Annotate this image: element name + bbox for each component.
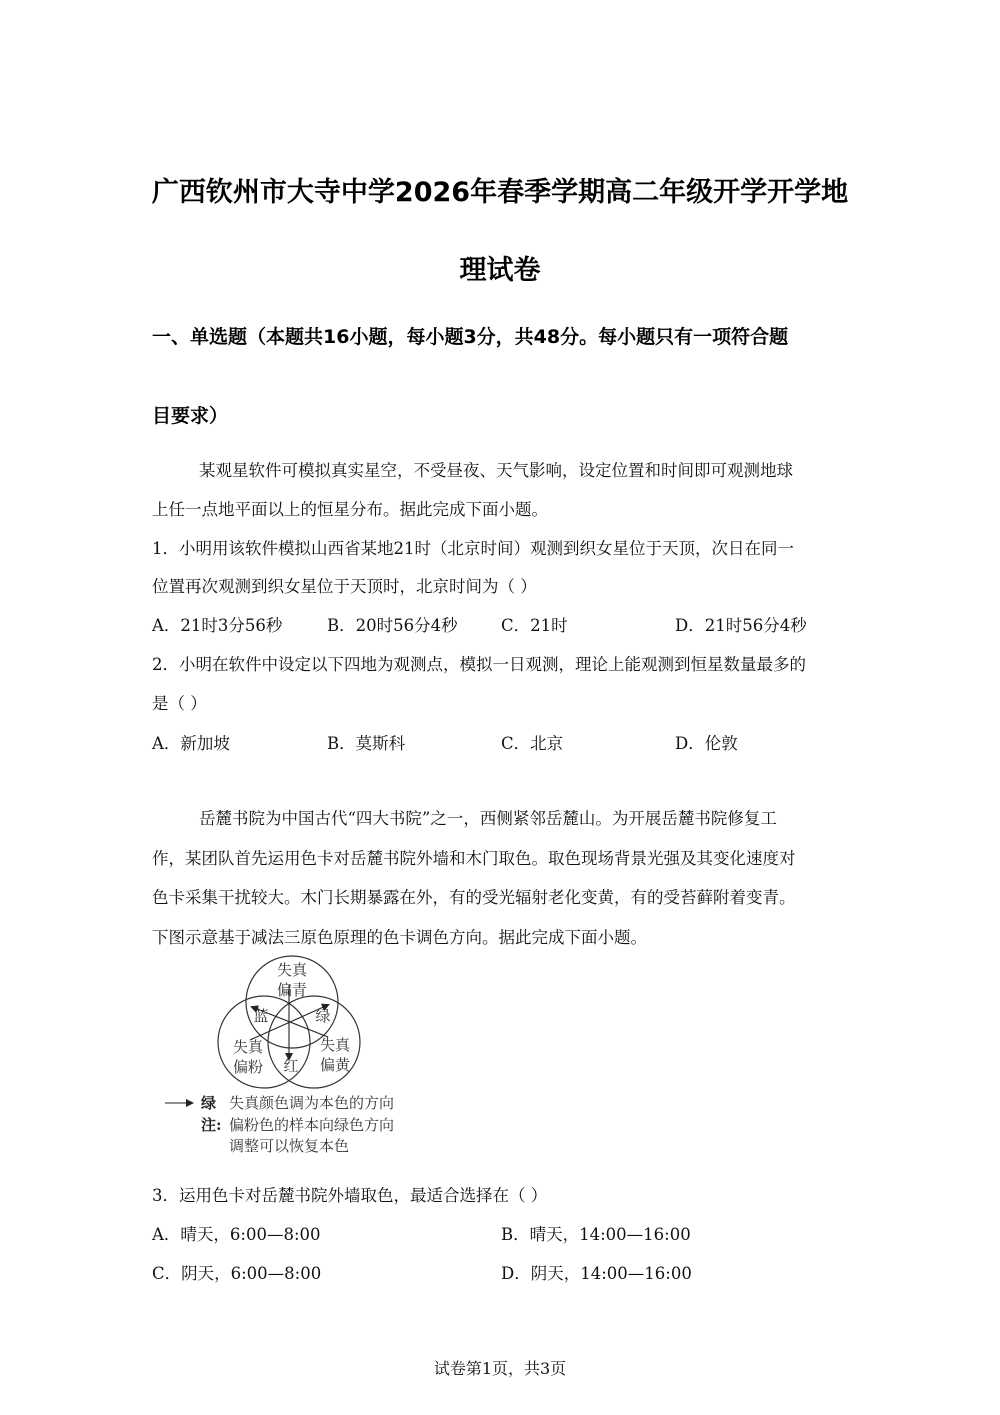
passage2-line2: 作，某团队首先运用色卡对岳麓书院外墙和木门取色。取色现场背景光强及其变化速度对: [152, 849, 796, 868]
passage1-line2: 上任一点地平面以上的恒星分布。据此完成下面小题。: [152, 500, 548, 519]
blue-label: 蓝: [253, 1007, 269, 1025]
question-3-option-a: A．晴天，6:00—8:00: [152, 1225, 321, 1244]
passage2-line1: 岳麓书院为中国古代“四大书院”之一，西侧紧邻岳麓山。为开展岳麓书院修复工: [199, 809, 777, 828]
color-card-diagram: [150, 955, 440, 1160]
top-circle-label-line2: 偏青: [276, 981, 308, 999]
red-label: 红: [283, 1057, 299, 1075]
top-circle-label-line1: 失真: [276, 961, 308, 979]
section-heading-line1: 一、单选题（本题共16小题，每小题3分，共48分。每小题只有一项符合题: [152, 326, 789, 348]
left-circle-label-line2: 偏粉: [232, 1058, 264, 1076]
page-footer: 试卷第1页，共3页: [433, 1359, 567, 1378]
question-1-line2: 位置再次观测到织女星位于天顶时，北京时间为（ ）: [152, 577, 537, 596]
question-2-line2: 是（ ）: [152, 694, 207, 713]
right-circle-label-line1: 失真: [319, 1036, 351, 1054]
page-title-line2: 理试卷: [459, 255, 541, 286]
right-circle-label-line2: 偏黄: [319, 1056, 351, 1074]
question-1-option-b: B．20时56分4秒: [327, 616, 458, 635]
question-1-line1: 1．小明用该软件模拟山西省某地21时（北京时间）观测到织女星位于天顶，次日在同一: [152, 539, 794, 558]
question-3-option-c: C．阴天，6:00—8:00: [152, 1264, 322, 1283]
passage2-line4: 下图示意基于减法三原色原理的色卡调色方向。据此完成下面小题。: [152, 928, 647, 947]
left-circle-label-line1: 失真: [232, 1038, 264, 1056]
note-line1: 偏粉色的样本向绿色方向: [229, 1116, 395, 1134]
question-2-option-d: D．伦敦: [675, 734, 738, 753]
section-heading-line2: 目要求）: [152, 405, 229, 427]
legend-text: 失真颜色调为本色的方向: [229, 1094, 395, 1112]
green-label: 绿: [315, 1007, 331, 1025]
question-2-option-b: B．莫斯科: [327, 734, 406, 753]
note-line2: 调整可以恢复本色: [229, 1137, 350, 1155]
passage1-line1: 某观星软件可模拟真实星空，不受昼夜、天气影响，设定位置和时间即可观测地球: [199, 461, 793, 480]
question-1-option-a: A．21时3分56秒: [152, 616, 283, 635]
question-3-option-d: D．阴天，14:00—16:00: [501, 1264, 692, 1283]
question-3-line1: 3．运用色卡对岳麓书院外墙取色，最适合选择在（ ）: [152, 1186, 548, 1205]
legend-label: 绿: [201, 1094, 217, 1112]
question-1-option-d: D．21时56分4秒: [675, 616, 807, 635]
note-label: 注:: [201, 1116, 222, 1134]
question-2-option-a: A．新加坡: [152, 734, 230, 753]
question-2-line1: 2．小明在软件中设定以下四地为观测点，模拟一日观测，理论上能观测到恒星数量最多的: [152, 655, 806, 674]
question-3-option-b: B．晴天，14:00—16:00: [501, 1225, 691, 1244]
passage2-line3: 色卡采集干扰较大。木门长期暴露在外，有的受光辐射老化变黄，有的受苔藓附着变青。: [152, 888, 796, 907]
page-title-line1: 广西钦州市大寺中学2026年春季学期高二年级开学开学地: [151, 177, 849, 208]
question-1-option-c: C．21时: [501, 616, 568, 635]
question-2-option-c: C．北京: [501, 734, 564, 753]
